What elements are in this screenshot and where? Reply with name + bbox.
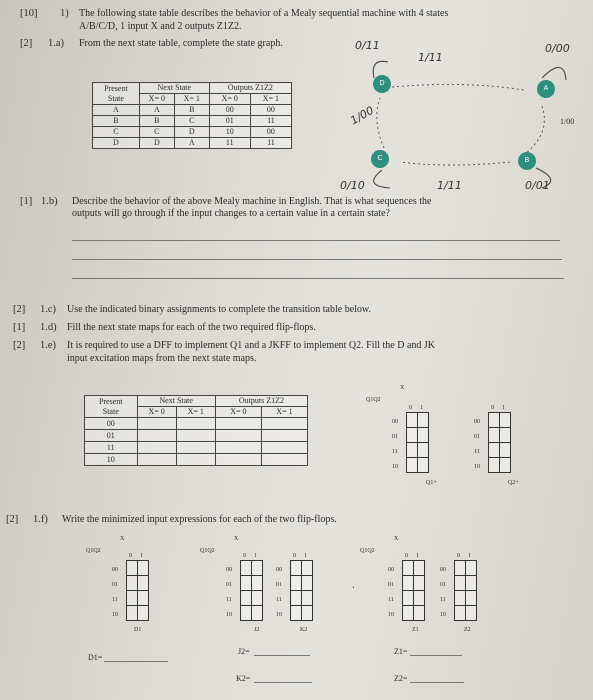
th-out-x0: X= 0: [215, 407, 261, 418]
kmap-x-label: X: [120, 536, 125, 542]
hand-label-c-d: 1/00: [348, 103, 377, 128]
expr-d1-label: D1=: [88, 653, 103, 662]
kmap-cell[interactable]: [251, 605, 263, 621]
q1-line1: The following state table describes the behavior of a Mealy sequential machine with 4 states: [79, 8, 449, 19]
kmap-cell[interactable]: [301, 560, 313, 576]
expr-j2-blank: [254, 655, 310, 656]
kmap-col-0: 0: [243, 553, 246, 559]
kmap-q1q2-label: Q1Q2: [366, 397, 381, 403]
kmap-col-0: 0: [293, 553, 296, 559]
kmap-cell[interactable]: [417, 427, 429, 443]
th-outputs: Outputs Z1Z2: [215, 396, 307, 407]
kmap-col-0: 0: [405, 553, 408, 559]
kmap-row-label: 00: [474, 419, 480, 425]
kmap-row-label: 10: [276, 612, 282, 618]
kmap-d1-caption: D1: [134, 627, 142, 633]
expr-z1-label: Z1=: [394, 647, 408, 656]
q1a-text: From the next state table, complete the state graph.: [79, 38, 283, 49]
state-node-a: A: [537, 80, 555, 98]
kmap-cell[interactable]: [465, 575, 477, 591]
kmap-cell[interactable]: [417, 457, 429, 473]
hand-label-d-a: 1/11: [418, 51, 443, 64]
th-x1: X= 1: [174, 94, 209, 105]
th-x0: X= 0: [137, 407, 176, 418]
th-present: Present State: [85, 396, 138, 418]
kmap-cell[interactable]: [137, 590, 149, 606]
kmap-cell[interactable]: [137, 605, 149, 621]
th-out-x0: X= 0: [209, 94, 250, 105]
answer-line-2: [72, 259, 562, 260]
q1d-label: 1.d): [40, 322, 57, 333]
kmap-row-label: 01: [276, 582, 282, 588]
kmap-row-label: 11: [226, 597, 232, 603]
expr-z1-blank: [410, 655, 462, 656]
th-next-state: Next State: [139, 83, 209, 94]
expr-k2-blank: [254, 682, 312, 683]
kmap-row-label: 00: [112, 567, 118, 573]
kmap-col-1: 1: [416, 553, 419, 559]
selfloop-a: [542, 67, 566, 80]
kmap-cell[interactable]: [137, 560, 149, 576]
state-node-d: D: [373, 75, 391, 93]
q1b-label: 1.b): [41, 196, 58, 207]
kmap-cell[interactable]: [413, 590, 425, 606]
kmap-cell[interactable]: [301, 575, 313, 591]
kmap-row-label: 10: [474, 464, 480, 470]
kmap-col-1: 1: [420, 405, 423, 411]
kmap-cell[interactable]: [137, 575, 149, 591]
kmap-cell[interactable]: [417, 412, 429, 428]
kmap-q1q2-label: Q1Q2: [360, 548, 375, 554]
table-row: 11: [85, 442, 308, 454]
table-row: C C D 10 00: [93, 127, 292, 138]
hand-label-b-loop: 0/01: [525, 179, 550, 192]
stray-dot: .: [352, 580, 355, 591]
kmap-col-1: 1: [468, 553, 471, 559]
kmap-row-label: 01: [440, 582, 446, 588]
kmap-cell[interactable]: [499, 457, 511, 473]
q1c-text: Use the indicated binary assignments to complete the transition table below.: [67, 304, 371, 315]
kmap-col-1: 1: [502, 405, 505, 411]
kmap-row-label: 00: [440, 567, 446, 573]
kmap-cell[interactable]: [301, 590, 313, 606]
kmap-row-label: 00: [388, 567, 394, 573]
kmap-z1-caption: Z1: [412, 627, 419, 633]
kmap-q2plus-caption: Q2+: [508, 480, 519, 486]
th-outputs: Outputs Z1Z2: [209, 83, 291, 94]
state-node-b: B: [518, 152, 536, 170]
kmap-col-1: 1: [304, 553, 307, 559]
kmap-cell[interactable]: [465, 605, 477, 621]
kmap-cell[interactable]: [413, 575, 425, 591]
q1a-marks: [2]: [20, 38, 33, 49]
kmap-row-label: 01: [474, 434, 480, 440]
edge-c-d: [377, 98, 384, 148]
kmap-row-label: 10: [112, 612, 118, 618]
q1-marks: [10]: [20, 8, 38, 19]
q1d-marks: [1]: [13, 322, 26, 333]
q1b-marks: [1]: [20, 196, 33, 207]
th-next-state: Next State: [137, 396, 215, 407]
kmap-col-1: 1: [254, 553, 257, 559]
kmap-cell[interactable]: [417, 442, 429, 458]
expr-k2-label: K2=: [236, 674, 251, 683]
graph-label-printed: 1/00: [560, 117, 575, 126]
kmap-row-label: 01: [392, 434, 398, 440]
expr-d1-blank: [104, 661, 168, 662]
kmap-row-label: 10: [392, 464, 398, 470]
kmap-col-0: 0: [457, 553, 460, 559]
table-row: B B C 01 11: [93, 116, 292, 127]
q1f-marks: [2]: [6, 514, 19, 525]
q1f-text: Write the minimized input expressions for each of the two flip-flops.: [62, 514, 337, 525]
kmap-row-label: 01: [388, 582, 394, 588]
kmap-row-label: 00: [226, 567, 232, 573]
table-row: 00: [85, 418, 308, 430]
q1e-line2: input excitation maps from the next state maps.: [67, 353, 257, 364]
q1c-label: 1.c): [40, 304, 57, 315]
kmap-col-0: 0: [491, 405, 494, 411]
kmap-x-label: X: [400, 385, 405, 391]
hand-label-b-c: 1/11: [437, 179, 462, 192]
th-x0: X= 0: [139, 94, 174, 105]
kmap-cell[interactable]: [465, 560, 477, 576]
q1-number: 1): [60, 8, 69, 19]
hand-label-c-loop: 0/10: [340, 179, 365, 192]
q1e-line1: It is required to use a DFF to implement Q1 and a JKFF to implement Q2. Fill the D and JK: [67, 340, 436, 351]
hand-label-d-loop: 0/11: [355, 39, 380, 52]
kmap-row-label: 11: [388, 597, 394, 603]
kmap-q1q2-label: Q1Q2: [86, 548, 101, 554]
kmap-cell[interactable]: [499, 427, 511, 443]
q1e-label: 1.e): [40, 340, 57, 351]
kmap-col-0: 0: [409, 405, 412, 411]
kmap-k2-caption: K2: [300, 627, 308, 633]
kmap-col-0: 0: [129, 553, 132, 559]
kmap-row-label: 11: [392, 449, 398, 455]
q1a-label: 1.a): [48, 38, 65, 49]
kmap-cell[interactable]: [465, 590, 477, 606]
th-x1: X= 1: [176, 407, 215, 418]
transition-table: [84, 395, 308, 466]
edge-b-c: [400, 162, 510, 165]
kmap-cell[interactable]: [251, 560, 263, 576]
hand-label-a-loop: 0/00: [545, 42, 570, 55]
table-row: 10: [85, 454, 308, 466]
kmap-row-label: 00: [392, 419, 398, 425]
kmap-z2-caption: Z2: [464, 627, 471, 633]
kmap-row-label: 10: [440, 612, 446, 618]
expr-z2-blank: [410, 682, 464, 683]
kmap-j2-caption: J2: [254, 627, 260, 633]
selfloop-c: [374, 170, 390, 188]
th-out-x1: X= 1: [261, 407, 307, 418]
kmap-q1q2-label: Q1Q2: [200, 548, 215, 554]
expr-z2-label: Z2=: [394, 674, 408, 683]
q1f-label: 1.f): [33, 514, 48, 525]
kmap-row-label: 11: [276, 597, 282, 603]
kmap-row-label: 00: [276, 567, 282, 573]
state-graph: [330, 40, 590, 200]
table-row: A A B 00 00: [93, 105, 292, 116]
kmap-q1plus-caption: Q1+: [426, 480, 437, 486]
kmap-cell[interactable]: [251, 575, 263, 591]
table-row: 01: [85, 430, 308, 442]
expr-j2-label: J2=: [238, 647, 250, 656]
kmap-row-label: 10: [226, 612, 232, 618]
q1e-marks: [2]: [13, 340, 26, 351]
kmap-col-1: 1: [140, 553, 143, 559]
answer-line-3: [72, 278, 564, 279]
state-node-c: C: [371, 150, 389, 168]
kmap-cell[interactable]: [499, 412, 511, 428]
q1c-marks: [2]: [13, 304, 26, 315]
q1-line2: A/B/C/D, 1 input X and 2 outputs Z1Z2.: [79, 21, 242, 32]
q1d-text: Fill the next state maps for each of the two required flip-flops.: [67, 322, 316, 333]
kmap-cell[interactable]: [499, 442, 511, 458]
kmap-row-label: 11: [440, 597, 446, 603]
q1b-line1: Describe the behavior of the above Mealy machine in English. That is what sequences the: [72, 196, 432, 207]
q1b-line2: outputs will go through if the input changes to a certain value in a certain state?: [72, 208, 390, 219]
kmap-row-label: 11: [474, 449, 480, 455]
kmap-row-label: 11: [112, 597, 118, 603]
th-present: Present State: [93, 83, 140, 105]
edge-d-a: [382, 84, 524, 90]
kmap-cell[interactable]: [413, 605, 425, 621]
answer-line-1: [72, 240, 560, 241]
table-row: D D A 11 11: [93, 138, 292, 149]
kmap-cell[interactable]: [301, 605, 313, 621]
kmap-x-label: X: [394, 536, 399, 542]
th-out-x1: X= 1: [250, 94, 291, 105]
kmap-row-label: 10: [388, 612, 394, 618]
kmap-row-label: 01: [112, 582, 118, 588]
kmap-x-label: X: [234, 536, 239, 542]
kmap-cell[interactable]: [413, 560, 425, 576]
edge-a-b: [520, 106, 544, 158]
kmap-cell[interactable]: [251, 590, 263, 606]
state-table: [92, 82, 292, 149]
kmap-row-label: 01: [226, 582, 232, 588]
